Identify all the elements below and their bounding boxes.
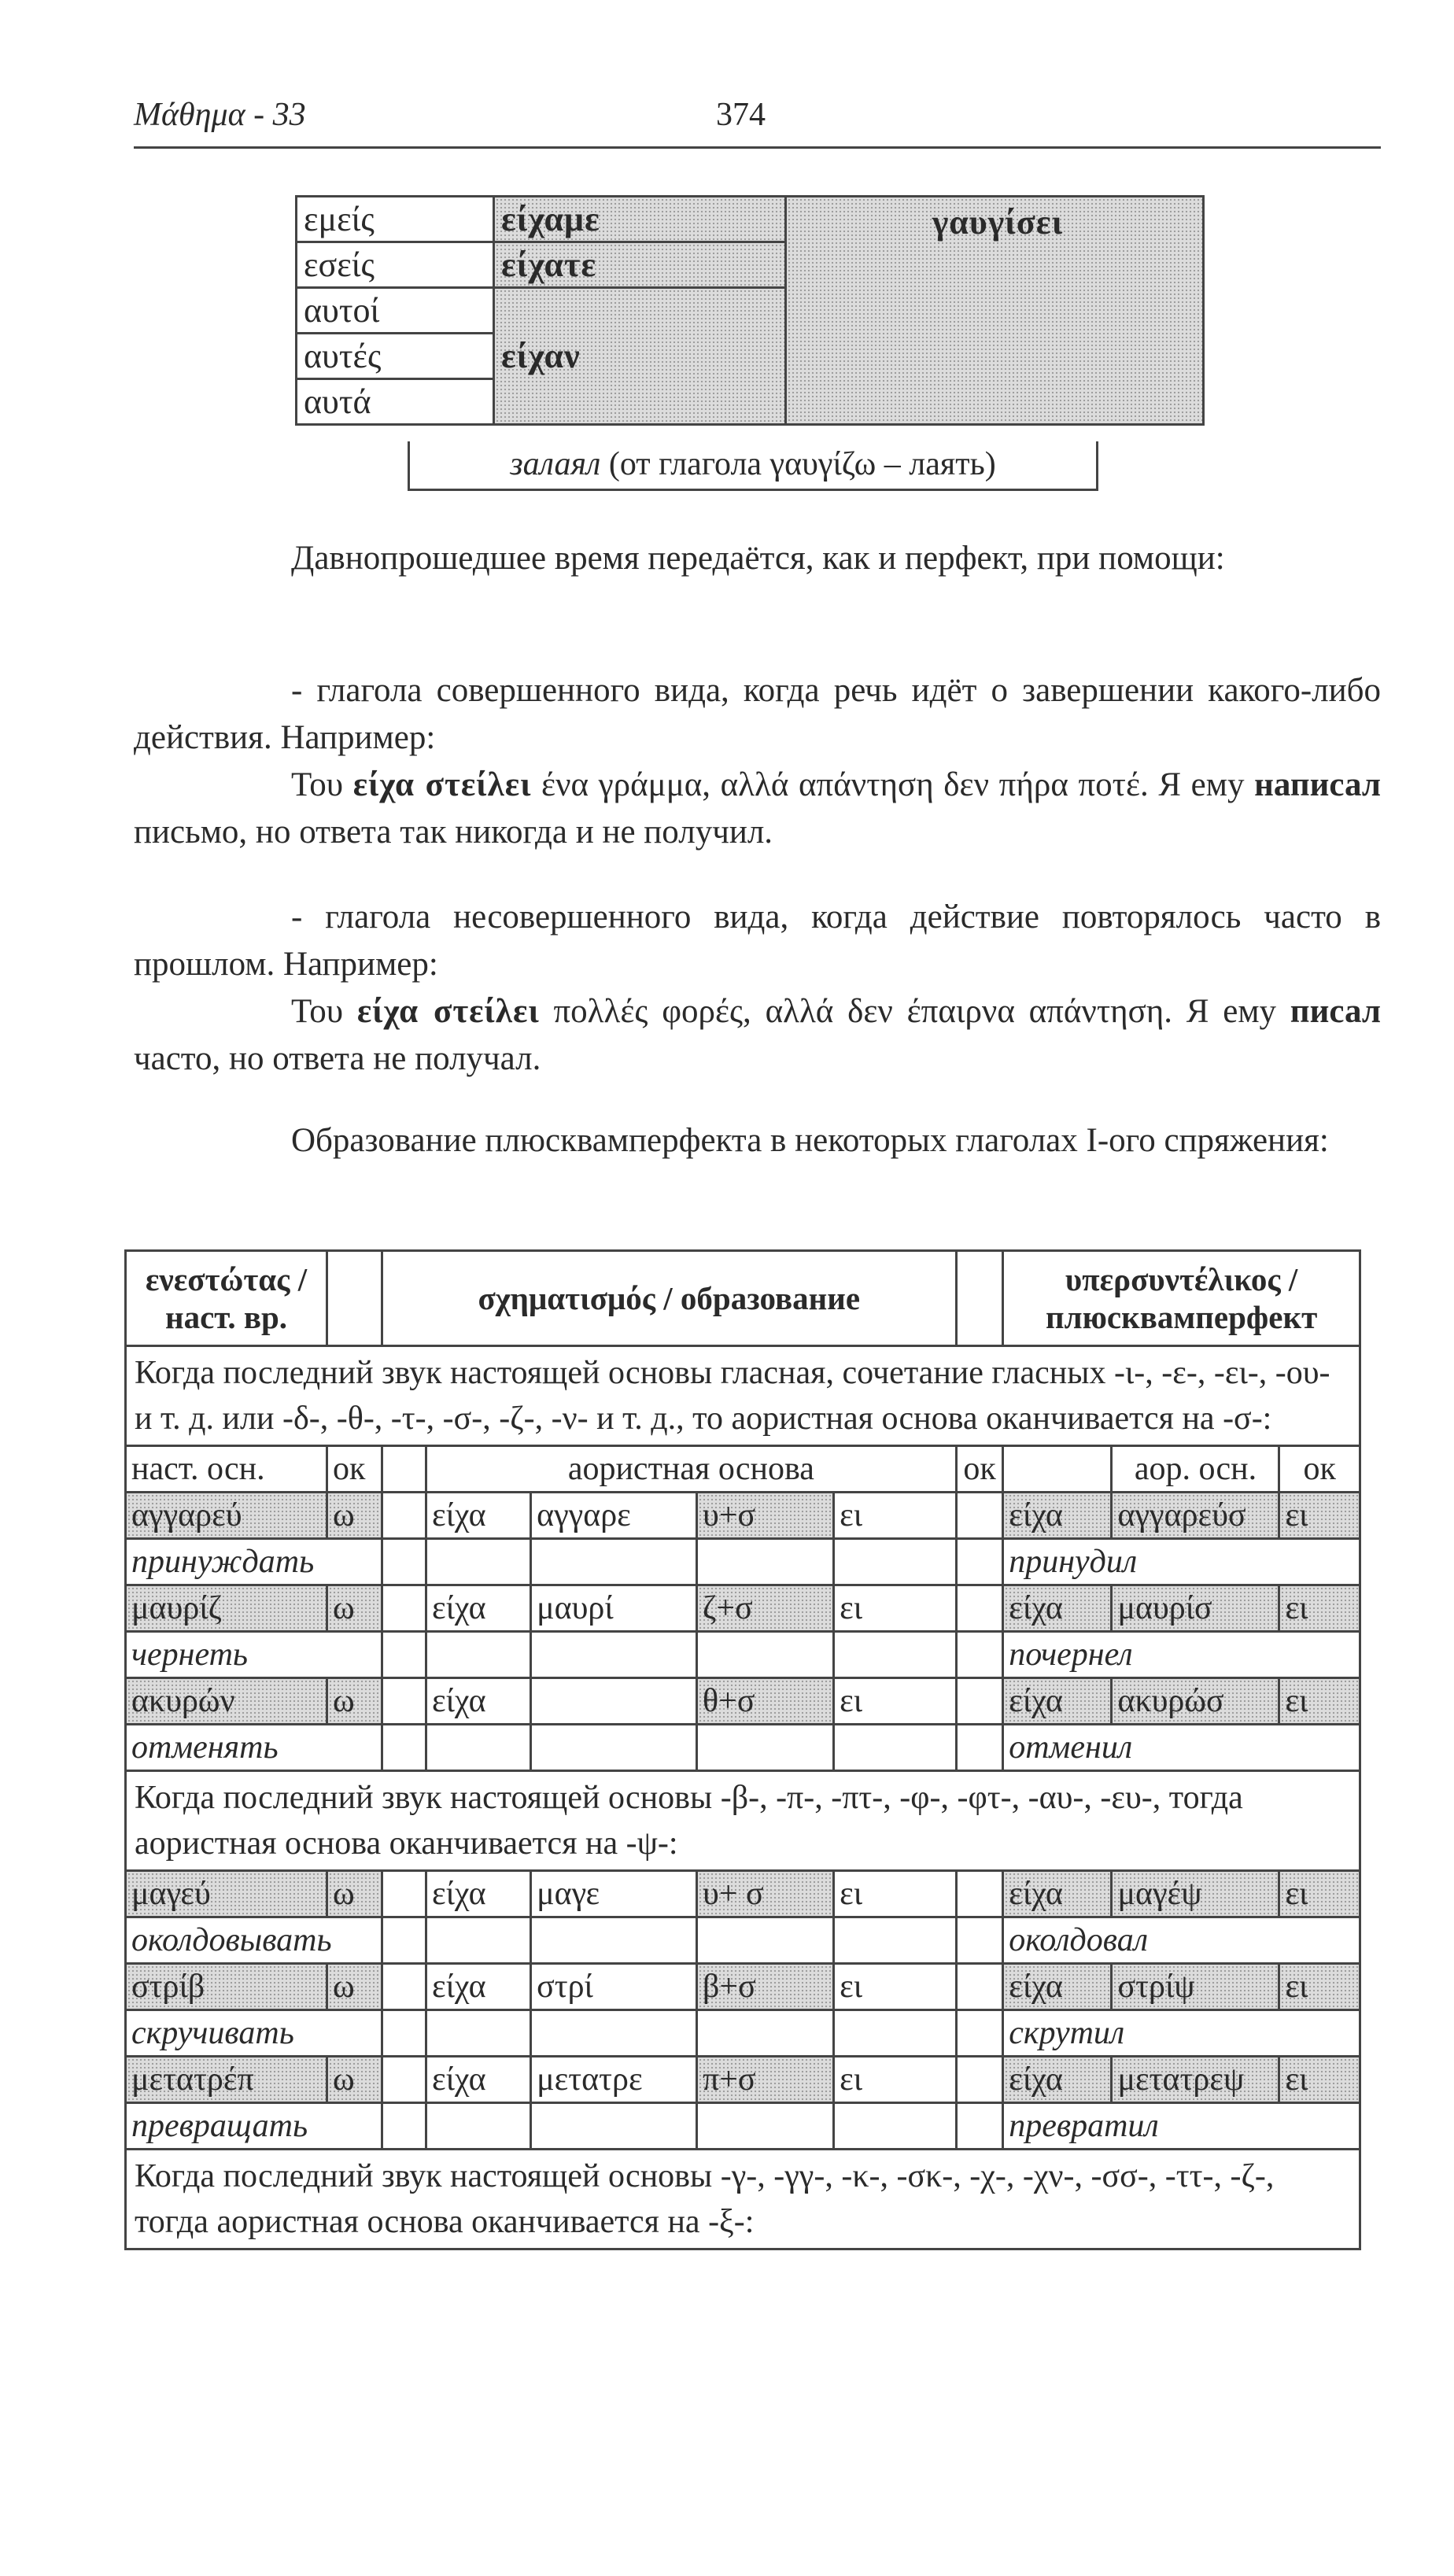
empty-cell bbox=[956, 1539, 1002, 1585]
example-text: ένα γράμμα, αλλά απάντηση δεν πήρα ποτέ. Я ему bbox=[531, 766, 1255, 803]
pluperfect-ending: ει bbox=[1279, 2057, 1360, 2103]
present-stem: ακυρών bbox=[126, 1678, 327, 1725]
pluperfect-stem: μαυρίσ bbox=[1112, 1585, 1279, 1632]
empty-cell bbox=[956, 2057, 1002, 2103]
present-stem: αγγαρεύ bbox=[126, 1493, 327, 1539]
pluperfect-aux: είχα bbox=[1003, 2057, 1112, 2103]
empty-cell bbox=[956, 1678, 1002, 1725]
auxiliary-verb: είχα bbox=[426, 1585, 530, 1632]
empty-cell bbox=[531, 2103, 697, 2150]
empty-cell bbox=[382, 1678, 426, 1725]
rule-labial: Когда последний звук настоящей основы -β-, -π-, -πτ-, -φ-, -φτ-, -αυ-, -ευ-, тогда аористная основа оканчивается на -ψ-: bbox=[126, 1771, 1360, 1871]
sound-change: β+σ bbox=[697, 1964, 834, 2010]
empty-cell bbox=[956, 1493, 1002, 1539]
empty-cell bbox=[697, 2010, 834, 2057]
empty-cell bbox=[956, 2103, 1002, 2150]
empty-cell bbox=[382, 2057, 426, 2103]
example-text: Του bbox=[291, 993, 357, 1030]
present-ending: ω bbox=[327, 1678, 382, 1725]
empty-cell bbox=[382, 2103, 426, 2150]
empty-cell bbox=[382, 1871, 426, 1917]
sound-change: υ+σ bbox=[697, 1493, 834, 1539]
empty-cell bbox=[531, 1725, 697, 1771]
example-bold: писал bbox=[1290, 993, 1381, 1030]
pluperfect-table bbox=[124, 1249, 1361, 2250]
aorist-ending: ει bbox=[834, 1493, 957, 1539]
empty-cell bbox=[956, 1725, 1002, 1771]
empty-cell bbox=[426, 2103, 530, 2150]
russian-present: чернеть bbox=[126, 1632, 382, 1678]
present-stem: μαυρίζ bbox=[126, 1585, 327, 1632]
header-present: ενεστώτας / наст. вр. bbox=[126, 1251, 327, 1346]
page-header bbox=[134, 87, 1381, 149]
empty-cell bbox=[382, 1493, 426, 1539]
aorist-ending: ει bbox=[834, 1585, 957, 1632]
imperfective-paragraph bbox=[134, 894, 1381, 1083]
pluperfect-stem: αγγαρεύσ bbox=[1112, 1493, 1279, 1539]
subheader-aorist-stem: аористная основа bbox=[426, 1446, 956, 1493]
empty-cell bbox=[382, 2010, 426, 2057]
russian-present: принуждать bbox=[126, 1539, 382, 1585]
pluperfect-aux: είχα bbox=[1003, 1585, 1112, 1632]
empty-cell bbox=[956, 1871, 1002, 1917]
formation-paragraph bbox=[134, 1117, 1381, 1164]
example-bold: написал bbox=[1254, 766, 1381, 803]
empty-cell bbox=[834, 1725, 957, 1771]
pronoun-cell: εμείς bbox=[297, 197, 494, 242]
empty-cell bbox=[382, 1917, 426, 1964]
pluperfect-stem: στρίψ bbox=[1112, 1964, 1279, 2010]
aorist-stem: μετατρε bbox=[531, 2057, 697, 2103]
empty-cell bbox=[697, 1725, 834, 1771]
pronoun-cell: αυτοί bbox=[297, 288, 494, 334]
caption-text: (от глагола γαυγίζω – лаять) bbox=[600, 446, 996, 482]
present-ending: ω bbox=[327, 1964, 382, 2010]
empty-cell bbox=[382, 1725, 426, 1771]
empty-cell bbox=[531, 2010, 697, 2057]
empty-cell bbox=[956, 1251, 1002, 1346]
empty-cell bbox=[956, 1917, 1002, 1964]
empty-cell bbox=[697, 1632, 834, 1678]
pluperfect-ending: ει bbox=[1279, 1678, 1360, 1725]
russian-present: превращать bbox=[126, 2103, 382, 2150]
empty-cell bbox=[834, 1539, 957, 1585]
verb-cell: γαυγίσει bbox=[786, 197, 1204, 425]
empty-cell bbox=[382, 1585, 426, 1632]
rule-velar: Когда последний звук настоящей основы -γ-, -γγ-, -κ-, -σκ-, -χ-, -χν-, -σσ-, -ττ-, -ζ-, тогда аористная основа оканчивается на -ξ-: bbox=[126, 2150, 1360, 2249]
empty-cell bbox=[531, 1917, 697, 1964]
intro-paragraph bbox=[134, 535, 1381, 582]
aorist-stem bbox=[531, 1678, 697, 1725]
empty-cell bbox=[956, 1964, 1002, 2010]
imperfective-text: - глагола несовершенного вида, когда действие повторялось часто в прошлом. Например: bbox=[134, 899, 1381, 983]
empty-cell bbox=[327, 1251, 382, 1346]
aorist-stem: μαυρί bbox=[531, 1585, 697, 1632]
example-bold: είχα στείλει bbox=[352, 766, 532, 803]
example-text: часто, но ответа не получал. bbox=[134, 1040, 541, 1077]
example-text: πολλές φορές, αλλά δεν έπαιρνα απάντηση. Я ему bbox=[539, 993, 1290, 1030]
present-ending: ω bbox=[327, 1585, 382, 1632]
empty-cell bbox=[956, 1632, 1002, 1678]
imperfective-example bbox=[134, 988, 1381, 1083]
subheader-ending: ок bbox=[327, 1446, 382, 1493]
subheader-ending: ок bbox=[1279, 1446, 1360, 1493]
example-text: Του bbox=[291, 766, 353, 803]
auxiliary-verb: είχα bbox=[426, 1678, 530, 1725]
perfective-example bbox=[134, 762, 1381, 856]
auxiliary-verb: είχα bbox=[426, 1871, 530, 1917]
empty-cell bbox=[531, 1632, 697, 1678]
empty-cell bbox=[956, 1585, 1002, 1632]
page-number: 374 bbox=[716, 97, 766, 133]
auxiliary-verb: είχα bbox=[426, 2057, 530, 2103]
present-ending: ω bbox=[327, 1871, 382, 1917]
empty-cell bbox=[382, 1632, 426, 1678]
sound-change: θ+σ bbox=[697, 1678, 834, 1725]
empty-cell bbox=[697, 1539, 834, 1585]
russian-past: околдовал bbox=[1003, 1917, 1360, 1964]
russian-present: скручивать bbox=[126, 2010, 382, 2057]
pluperfect-stem: μετατρεψ bbox=[1112, 2057, 1279, 2103]
pluperfect-ending: ει bbox=[1279, 1964, 1360, 2010]
russian-past: скрутил bbox=[1003, 2010, 1360, 2057]
present-ending: ω bbox=[327, 2057, 382, 2103]
empty-cell bbox=[382, 1964, 426, 2010]
empty-cell bbox=[426, 1632, 530, 1678]
subheader-ending: ок bbox=[956, 1446, 1002, 1493]
empty-cell bbox=[382, 1539, 426, 1585]
aorist-stem: στρί bbox=[531, 1964, 697, 2010]
caption-italic: залаял bbox=[510, 446, 601, 482]
aorist-stem: αγγαρε bbox=[531, 1493, 697, 1539]
chapter-label: Μάθημα - 33 bbox=[134, 97, 306, 133]
empty-cell bbox=[697, 1917, 834, 1964]
conjugation-table bbox=[295, 195, 1205, 426]
empty-cell bbox=[382, 1446, 426, 1493]
empty-cell bbox=[426, 2010, 530, 2057]
empty-cell bbox=[426, 1917, 530, 1964]
auxiliary-verb: είχα bbox=[426, 1964, 530, 2010]
perfective-text: - глагола совершенного вида, когда речь идёт о завершении какого-либо действия. Например: bbox=[134, 672, 1381, 756]
empty-cell bbox=[834, 2103, 957, 2150]
form-cell: είχατε bbox=[494, 242, 786, 288]
empty-cell bbox=[834, 2010, 957, 2057]
sound-change: π+σ bbox=[697, 2057, 834, 2103]
subheader-present-stem: наст. осн. bbox=[126, 1446, 327, 1493]
empty-cell bbox=[531, 1539, 697, 1585]
example-text: письмо, но ответа так никогда и не получил. bbox=[134, 814, 773, 851]
aorist-stem: μαγε bbox=[531, 1871, 697, 1917]
present-stem: μαγεύ bbox=[126, 1871, 327, 1917]
formation-text: Образование плюсквамперфекта в некоторых глаголах I-ого спряжения: bbox=[291, 1122, 1329, 1159]
form-cell: είχαν bbox=[494, 288, 786, 425]
sound-change: ζ+σ bbox=[697, 1585, 834, 1632]
conjugation-caption bbox=[408, 441, 1098, 491]
pluperfect-ending: ει bbox=[1279, 1493, 1360, 1539]
empty-cell bbox=[956, 2010, 1002, 2057]
form-cell: είχαμε bbox=[494, 197, 786, 242]
pronoun-cell: εσείς bbox=[297, 242, 494, 288]
russian-past: отменил bbox=[1003, 1725, 1360, 1771]
present-stem: στρίβ bbox=[126, 1964, 327, 2010]
intro-text: Давнопрошедшее время передаётся, как и перфект, при помощи: bbox=[291, 540, 1225, 577]
pluperfect-aux: είχα bbox=[1003, 1493, 1112, 1539]
empty-cell bbox=[1003, 1446, 1112, 1493]
aorist-ending: ει bbox=[834, 1678, 957, 1725]
aorist-ending: ει bbox=[834, 1871, 957, 1917]
pluperfect-stem: μαγέψ bbox=[1112, 1871, 1279, 1917]
russian-past: превратил bbox=[1003, 2103, 1360, 2150]
empty-cell bbox=[834, 1632, 957, 1678]
empty-cell bbox=[834, 1917, 957, 1964]
empty-cell bbox=[426, 1725, 530, 1771]
pluperfect-aux: είχα bbox=[1003, 1964, 1112, 2010]
pluperfect-aux: είχα bbox=[1003, 1678, 1112, 1725]
example-bold: είχα στείλει bbox=[356, 993, 540, 1030]
aorist-ending: ει bbox=[834, 2057, 957, 2103]
russian-present: отменять bbox=[126, 1725, 382, 1771]
header-pluperfect: υπερσυντέλικος / плюсквамперфект bbox=[1003, 1251, 1360, 1346]
present-stem: μετατρέπ bbox=[126, 2057, 327, 2103]
header-formation: σχηματισμός / образование bbox=[382, 1251, 956, 1346]
pluperfect-aux: είχα bbox=[1003, 1871, 1112, 1917]
auxiliary-verb: είχα bbox=[426, 1493, 530, 1539]
pronoun-cell: αυτά bbox=[297, 379, 494, 425]
russian-past: почернел bbox=[1003, 1632, 1360, 1678]
present-ending: ω bbox=[327, 1493, 382, 1539]
russian-past: принудил bbox=[1003, 1539, 1360, 1585]
pluperfect-ending: ει bbox=[1279, 1585, 1360, 1632]
sound-change: υ+ σ bbox=[697, 1871, 834, 1917]
russian-present: околдовывать bbox=[126, 1917, 382, 1964]
empty-cell bbox=[426, 1539, 530, 1585]
perfective-paragraph bbox=[134, 667, 1381, 856]
pronoun-cell: αυτές bbox=[297, 334, 494, 379]
pluperfect-stem: ακυρώσ bbox=[1112, 1678, 1279, 1725]
rule-vowel: Когда последний звук настоящей основы гласная, сочетание гласных -ι-, -ε-, -ει-, -ου- и т. д. или -δ-, -θ-, -τ-, -σ-, -ζ-, -ν- и т. д., то аористная основа оканчивается на -σ-: bbox=[126, 1346, 1360, 1446]
pluperfect-ending: ει bbox=[1279, 1871, 1360, 1917]
aorist-ending: ει bbox=[834, 1964, 957, 2010]
empty-cell bbox=[697, 2103, 834, 2150]
subheader-aorist-short: аор. осн. bbox=[1112, 1446, 1279, 1493]
